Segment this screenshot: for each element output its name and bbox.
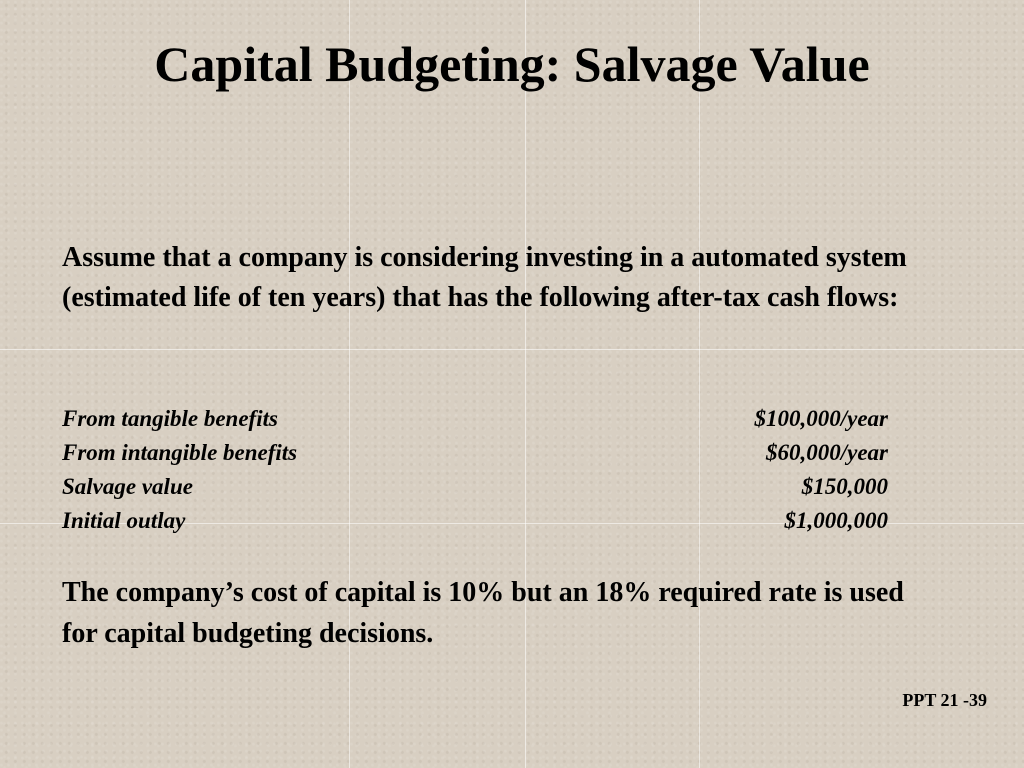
- cash-flow-value: $150,000: [801, 474, 888, 499]
- cash-flow-list: [62, 402, 888, 538]
- cash-flow-value: $100,000/year: [754, 406, 888, 431]
- closing-paragraph: The company’s cost of capital is 10% but an 18% required rate is used for capital budgeting decisions.: [62, 577, 904, 649]
- slide-number: PPT 21 -39: [902, 690, 987, 710]
- cash-flow-value: $1,000,000: [784, 508, 888, 533]
- cash-flow-label: Salvage value: [62, 474, 193, 499]
- cash-flow-row: [62, 470, 888, 504]
- cash-flow-row: [62, 402, 888, 436]
- cash-flow-row: [62, 504, 888, 538]
- cash-flow-value: $60,000/year: [765, 440, 888, 465]
- cash-flow-label: From intangible benefits: [62, 440, 298, 465]
- intro-paragraph: Assume that a company is considering investing in a automated system (estimated life of ten years) that has the following after-tax cash flows:: [62, 242, 907, 313]
- cash-flow-row: [62, 436, 888, 470]
- slide-title: Capital Budgeting: Salvage Value: [154, 36, 870, 92]
- background-gridline: [0, 349, 1024, 350]
- cash-flow-label: Initial outlay: [62, 508, 186, 533]
- cash-flow-label: From tangible benefits: [62, 406, 278, 431]
